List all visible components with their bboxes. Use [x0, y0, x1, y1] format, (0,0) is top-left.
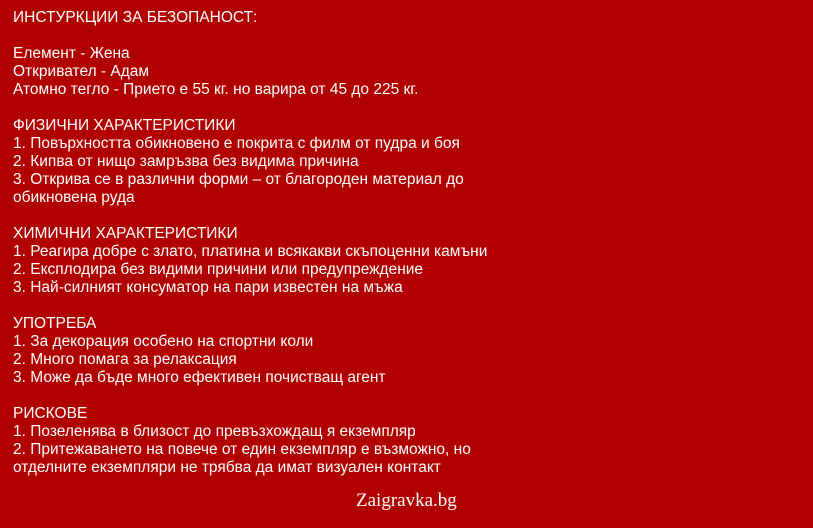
list-item: 2. Кипва от нищо замръзва без видима причина [13, 153, 359, 170]
discoverer-line: Откривател - Адам [13, 63, 150, 80]
list-item: 3. Най-силният консуматор на пари известен на мъжа [13, 279, 403, 296]
list-item-continuation: отделните екземпляри не трябва да имат визуален контакт [13, 459, 441, 476]
document-title: ИНСТУРКЦИИ ЗА БЕЗОПАНОСТ: [13, 9, 258, 26]
spacer [13, 207, 793, 225]
chemical-section [13, 225, 793, 297]
list-item: 3. Може да бъде много ефективен почистващ агент [13, 369, 386, 386]
element-line: Елемент - Жена [13, 45, 130, 62]
spacer [13, 27, 793, 45]
section-heading-usage: УПОТРЕБА [13, 315, 97, 332]
section-heading-chemical: ХИМИЧНИ ХАРАКТЕРИСТИКИ [13, 225, 238, 242]
section-heading-physical: ФИЗИЧНИ ХАРАКТЕРИСТИКИ [13, 117, 236, 134]
list-item: 2. Притежаването на повече от един екземпляр е възможно, но [13, 441, 471, 458]
list-item: 1. Реагира добре с злато, платина и всякакви скъпоценни камъни [13, 243, 488, 260]
safety-instructions-text [13, 9, 793, 477]
list-item-continuation: обикновена руда [13, 189, 135, 206]
list-item: 2. Експлодира без видими причини или предупреждение [13, 261, 424, 278]
risks-section [13, 405, 793, 477]
spacer [13, 297, 793, 315]
element-section [13, 45, 793, 99]
site-watermark: Zaigravka.bg [356, 490, 457, 511]
spacer [13, 387, 793, 405]
spacer [13, 99, 793, 117]
list-item: 1. За декорация особено на спортни коли [13, 333, 314, 350]
physical-section [13, 117, 793, 207]
list-item: 1. Позеленява в близост до превъзхождащ я екземпляр [13, 423, 416, 440]
list-item: 2. Много помага за релаксация [13, 351, 237, 368]
atomic-weight-line: Атомно тегло - Прието е 55 кг. но варира от 45 до 225 кг. [13, 81, 419, 98]
usage-section [13, 315, 793, 387]
section-heading-risks: РИСКОВЕ [13, 405, 88, 422]
list-item: 3. Открива се в различни форми – от благороден материал до [13, 171, 464, 188]
list-item: 1. Повърхността обикновено е покрита с филм от пудра и боя [13, 135, 460, 152]
